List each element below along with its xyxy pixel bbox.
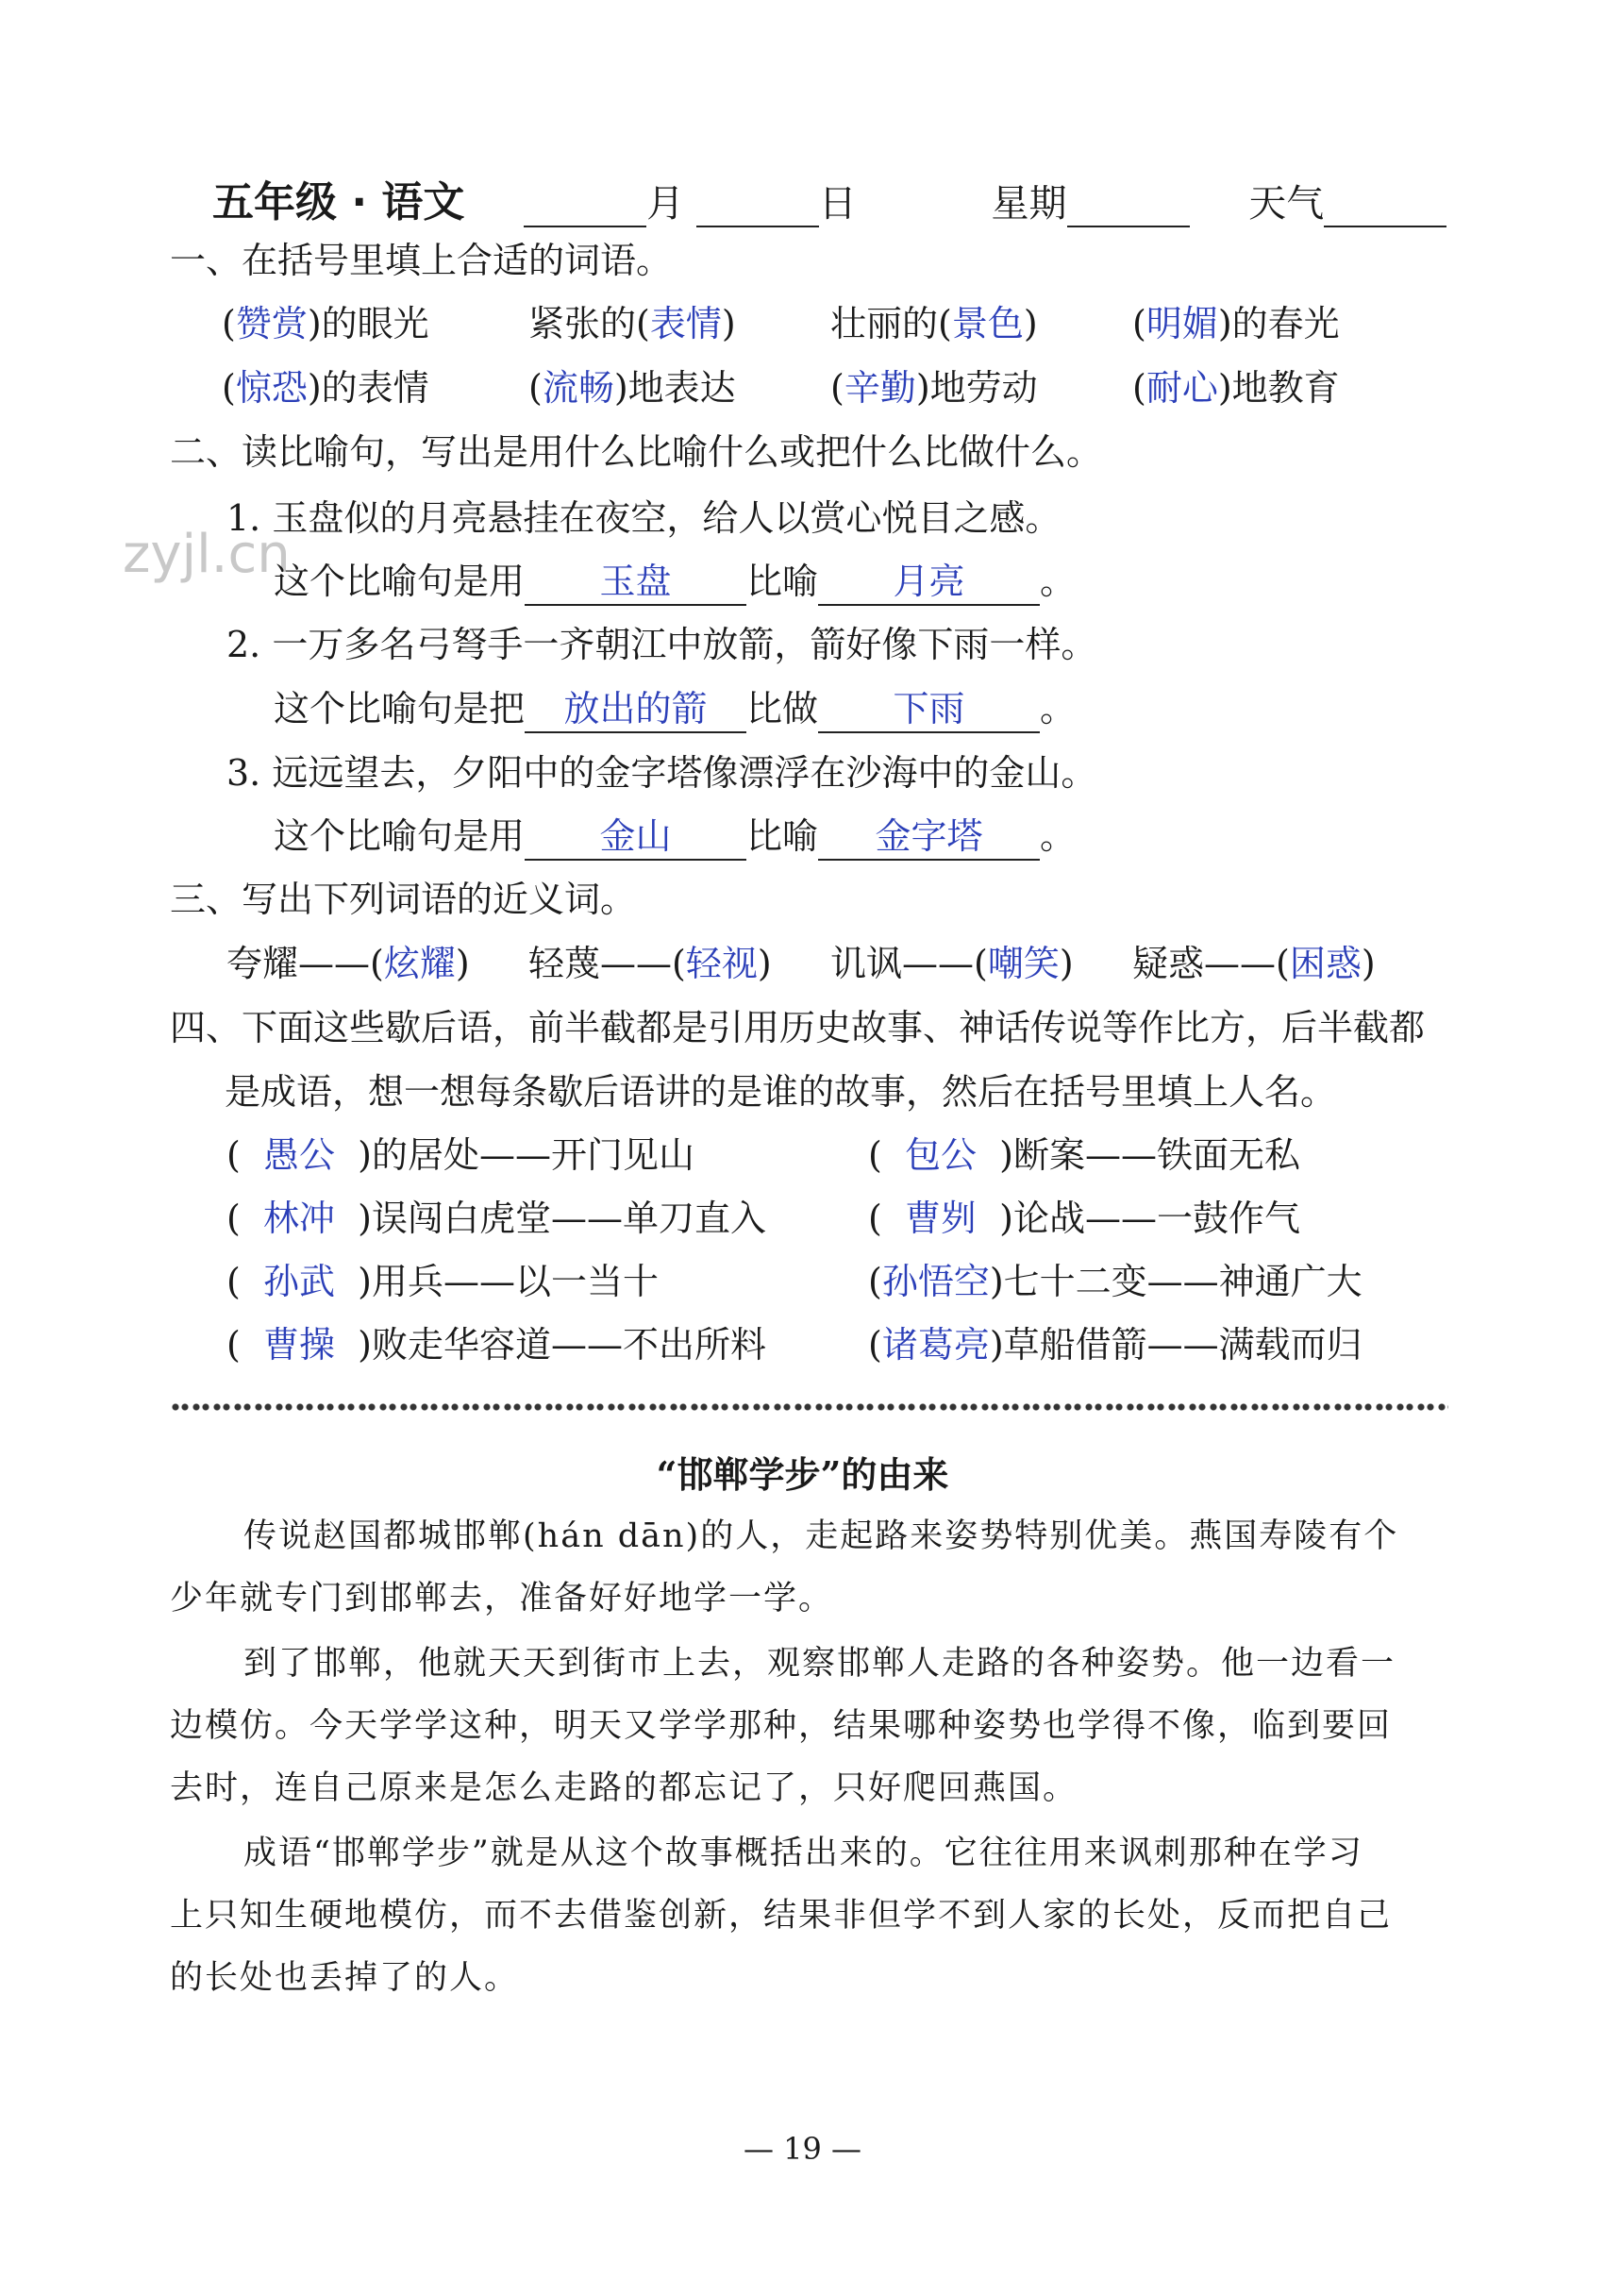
xiehouyu-item: ( 林冲 )误闯白虎堂——单刀直入 bbox=[226, 1198, 766, 1239]
story-line: 到了邯郸，他就天天到街市上去，观察邯郸人走路的各种姿势。他一边看一 bbox=[243, 1645, 1396, 1683]
synonym-item: 夸耀——(炫耀) bbox=[226, 943, 470, 984]
weekday-blank[interactable] bbox=[1067, 182, 1190, 227]
simile-sentence-3: 3. 远远望去，夕阳中的金字塔像漂浮在沙海中的金山。 bbox=[226, 752, 1097, 794]
xiehouyu-item: ( 曹刿 )论战——一鼓作气 bbox=[868, 1198, 1300, 1239]
synonym-item: 轻蔑——(轻视) bbox=[528, 943, 772, 984]
blank-1a[interactable]: 玉盘 bbox=[525, 552, 746, 606]
simile-sentence-1: 1. 玉盘似的月亮悬挂在夜空，给人以赏心悦目之感。 bbox=[226, 497, 1062, 539]
section1-item: (流畅)地表达 bbox=[528, 367, 736, 409]
day-blank[interactable] bbox=[696, 182, 819, 227]
day-label: 日 bbox=[818, 182, 857, 226]
story-line: 成语“邯郸学步”就是从这个故事概括出来的。它往往用来讽刺那种在学习 bbox=[243, 1835, 1363, 1872]
page-number: — 19 — bbox=[743, 2131, 862, 2167]
page-header bbox=[212, 168, 1446, 228]
weather-label: 天气 bbox=[1248, 182, 1325, 226]
xiehouyu-item: (诸葛亮)草船借箭——满载而归 bbox=[868, 1324, 1363, 1366]
section1-item: 壮丽的(景色) bbox=[830, 303, 1038, 344]
section1-item: (辛勤)地劳动 bbox=[830, 367, 1038, 409]
simile-sentence-2: 2. 一万多名弓弩手一齐朝江中放箭，箭好像下雨一样。 bbox=[226, 624, 1097, 665]
section1-item: (赞赏)的眼光 bbox=[222, 303, 429, 344]
story-line: 边模仿。今天学学这种，明天又学学那种，结果哪种姿势也学得不像，临到要回 bbox=[170, 1707, 1393, 1745]
section1-item: 紧张的(表情) bbox=[528, 303, 736, 344]
blank-1b[interactable]: 月亮 bbox=[818, 552, 1040, 606]
blank-2a[interactable]: 放出的箭 bbox=[525, 679, 746, 733]
story-line: 少年就专门到邯郸去，准备好好地学一学。 bbox=[170, 1580, 834, 1617]
section1-item: (明媚)的春光 bbox=[1132, 303, 1340, 344]
blank-3a[interactable]: 金山 bbox=[525, 807, 746, 861]
xiehouyu-item: (孙悟空)七十二变——神通广大 bbox=[868, 1261, 1363, 1302]
weather-blank[interactable] bbox=[1324, 182, 1446, 227]
header-title: 五年级 · 语文 bbox=[212, 178, 465, 226]
section1-item: (惊恐)的表情 bbox=[222, 367, 429, 409]
xiehouyu-item: ( 包公 )断案——铁面无私 bbox=[868, 1134, 1300, 1176]
section1-title: 一、在括号里填上合适的词语。 bbox=[170, 240, 673, 281]
story-title: “邯郸学步”的由来 bbox=[656, 1453, 949, 1496]
synonym-item: 疑惑——(困惑) bbox=[1132, 943, 1376, 984]
xiehouyu-item: ( 孙武 )用兵——以一当十 bbox=[226, 1261, 659, 1302]
section4-title-line1: 四、下面这些歇后语，前半截都是引用历史故事、神话传说等作比方，后半截都 bbox=[170, 1007, 1426, 1048]
simile-answer-3: 这个比喻句是用 金山 比喻 金字塔 。 bbox=[274, 807, 1076, 861]
story-line: 的长处也丢掉了的人。 bbox=[170, 1959, 520, 1997]
simile-answer-1: 这个比喻句是用 玉盘 比喻 月亮 。 bbox=[274, 552, 1076, 606]
watermark: zyjl.cn bbox=[123, 524, 291, 585]
blank-2b[interactable]: 下雨 bbox=[818, 679, 1040, 733]
story-line: 去时，连自己原来是怎么走路的都忘记了，只好爬回燕国。 bbox=[170, 1769, 1078, 1807]
ornamental-divider bbox=[170, 1397, 1448, 1417]
section3-title: 三、写出下列词语的近义词。 bbox=[170, 879, 637, 920]
section4-title-line2: 是成语，想一想每条歇后语讲的是谁的故事，然后在括号里填上人名。 bbox=[225, 1071, 1337, 1113]
synonym-item: 讥讽——(嘲笑) bbox=[830, 943, 1074, 984]
story-line: 传说赵国都城邯郸(hán dān)的人，走起路来姿势特别优美。燕国寿陵有个 bbox=[243, 1517, 1399, 1555]
blank-3b[interactable]: 金字塔 bbox=[818, 807, 1040, 861]
section2-title: 二、读比喻句，写出是用什么比喻什么或把什么比做什么。 bbox=[170, 431, 1103, 473]
month-blank[interactable] bbox=[524, 182, 646, 227]
story-line: 上只知生硬地模仿，而不去借鉴创新，结果非但学不到人家的长处，反而把自己 bbox=[170, 1897, 1393, 1935]
month-label: 月 bbox=[646, 182, 685, 226]
weekday-label: 星期 bbox=[991, 182, 1067, 226]
section1-item: (耐心)地教育 bbox=[1132, 367, 1340, 409]
simile-answer-2: 这个比喻句是把 放出的箭 比做 下雨 。 bbox=[274, 679, 1076, 733]
xiehouyu-item: ( 愚公 )的居处——开门见山 bbox=[226, 1134, 694, 1176]
xiehouyu-item: ( 曹操 )败走华容道——不出所料 bbox=[226, 1324, 766, 1366]
